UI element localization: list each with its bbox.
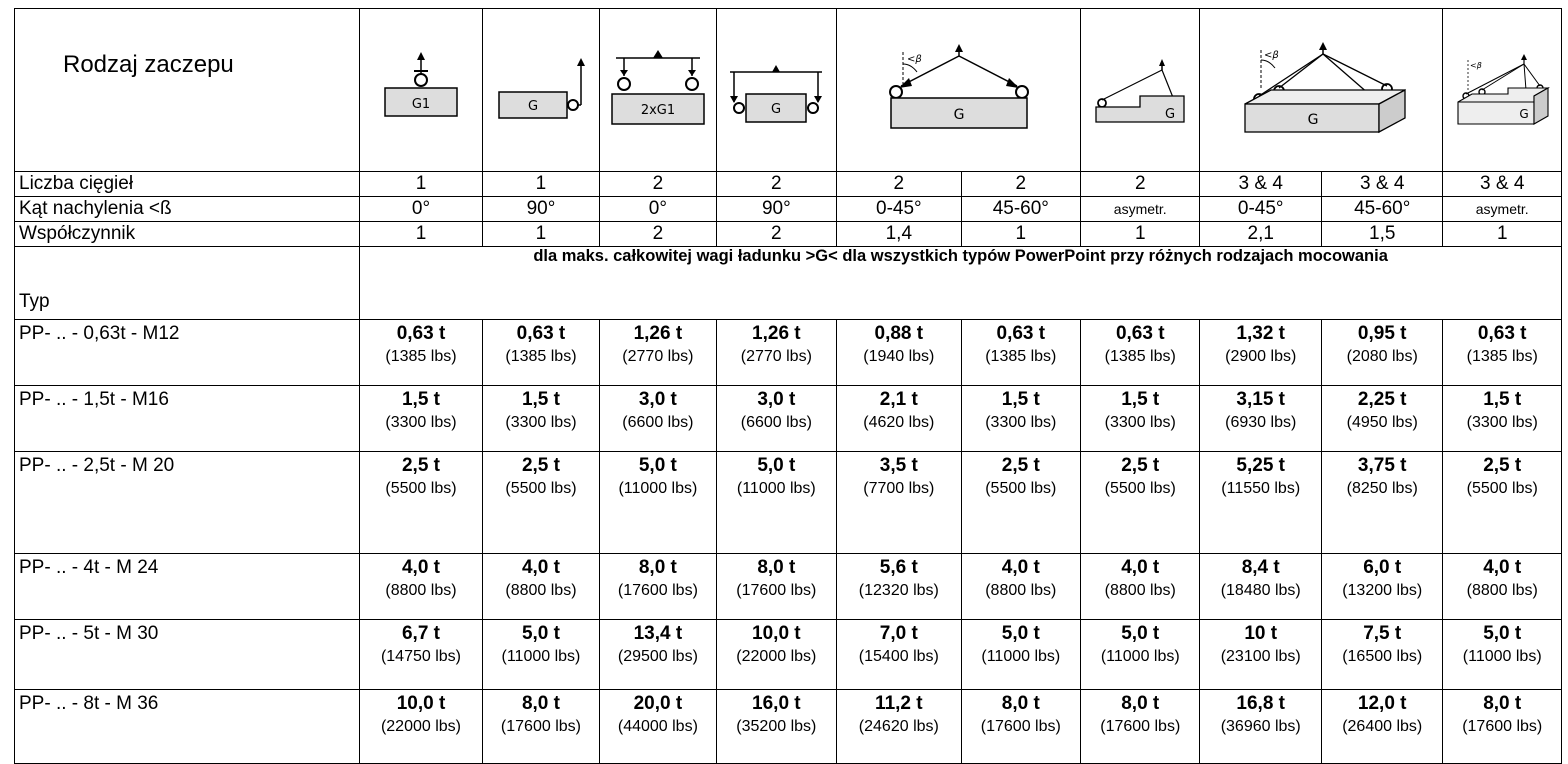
capacity-lbs: (8800 lbs) [985, 582, 1057, 599]
row-label: Kąt nachylenia <ß [15, 197, 360, 222]
capacity-tonnes: 0,63 t [996, 323, 1046, 344]
capacity-cell [961, 690, 1080, 764]
capacity-lbs: (11000 lbs) [501, 648, 581, 665]
capacity-tonnes: 5,0 t [1001, 623, 1040, 644]
diagram-single-side [482, 9, 599, 172]
capacity-cell [1200, 690, 1321, 764]
capacity-lbs: (16500 lbs) [1342, 648, 1423, 665]
value-cell: 3 & 4 [1443, 172, 1562, 197]
capacity-lbs: (11000 lbs) [1100, 648, 1180, 665]
capacity-tonnes: 6,7 t [401, 623, 440, 644]
capacity-lbs: (1385 lbs) [1466, 348, 1538, 365]
capacity-cell [360, 690, 483, 764]
capacity-lbs: (35200 lbs) [736, 718, 817, 735]
capacity-tonnes: 0,63 t [396, 323, 446, 344]
capacity-tonnes: 3,75 t [1357, 455, 1407, 476]
capacity-cell [600, 386, 716, 452]
capacity-lbs: (3300 lbs) [385, 414, 457, 431]
capacity-lbs: (17600 lbs) [1462, 718, 1543, 735]
capacity-tonnes: 1,32 t [1236, 323, 1286, 344]
value-cell: 1 [482, 222, 599, 247]
capacity-lbs: (17600 lbs) [736, 582, 817, 599]
capacity-cell [716, 690, 836, 764]
diagram-label-3: 2xG1 [640, 103, 676, 118]
capacity-tonnes: 10,0 t [396, 693, 446, 714]
capacity-tonnes: 1,26 t [752, 323, 801, 344]
value-cell: 2,1 [1200, 222, 1321, 247]
capacity-tonnes: 8,4 t [1241, 557, 1280, 578]
diagram-label-4: G [771, 102, 782, 117]
value-cell: 2 [837, 172, 962, 197]
capacity-lbs: (8800 lbs) [1104, 582, 1176, 599]
capacity-tonnes: 2,5 t [521, 455, 560, 476]
diagram-double-side-beam [716, 9, 836, 172]
capacity-cell [716, 620, 836, 690]
data-rows [15, 320, 1562, 764]
type-label: PP- .. - 2,5t - M 20 [15, 452, 360, 554]
capacity-lbs: (17600 lbs) [617, 582, 698, 599]
type-label: PP- .. - 8t - M 36 [15, 690, 360, 764]
capacity-cell [1443, 320, 1562, 386]
capacity-cell [360, 620, 483, 690]
capacity-lbs: (11000 lbs) [1462, 648, 1542, 665]
capacity-tonnes: 16,8 t [1236, 693, 1286, 714]
value-cell: 0° [360, 197, 483, 222]
capacity-tonnes: 5,0 t [757, 455, 796, 476]
diagram-multi-angled [1200, 9, 1443, 172]
capacity-cell [1200, 386, 1321, 452]
row-kat-nachylenia [15, 197, 1562, 222]
capacity-tonnes: 4,0 t [1483, 557, 1522, 578]
capacity-lbs: (11000 lbs) [981, 648, 1061, 665]
value-cell: 0-45° [837, 197, 962, 222]
type-label: PP- .. - 1,5t - M16 [15, 386, 360, 452]
diagram-label-1: G1 [411, 97, 431, 112]
capacity-tonnes: 7,0 t [879, 623, 918, 644]
capacity-cell [482, 452, 599, 554]
value-cell: 0-45° [1200, 197, 1321, 222]
capacity-tonnes: 16,0 t [752, 693, 801, 714]
capacity-tonnes: 8,0 t [1483, 693, 1522, 714]
value-cell: 1 [482, 172, 599, 197]
capacity-cell [1200, 554, 1321, 620]
capacity-tonnes: 10 t [1244, 623, 1278, 644]
capacity-cell [1081, 386, 1200, 452]
value-cell: 90° [482, 197, 599, 222]
diagram-multi-asymmetric [1443, 9, 1562, 172]
capacity-cell [961, 386, 1080, 452]
capacity-cell [1321, 554, 1442, 620]
value-cell: asymetr. [1443, 197, 1562, 222]
capacity-lbs: (8800 lbs) [385, 582, 457, 599]
capacity-lbs: (17600 lbs) [980, 718, 1061, 735]
capacity-tonnes: 5,0 t [1121, 623, 1160, 644]
capacity-lbs: (1385 lbs) [985, 348, 1057, 365]
capacity-cell [961, 320, 1080, 386]
value-cell: 2 [961, 172, 1080, 197]
capacity-cell [1081, 554, 1200, 620]
capacity-tonnes: 0,63 t [1477, 323, 1527, 344]
table-row [15, 452, 1562, 554]
capacity-cell [482, 320, 599, 386]
capacity-tonnes: 5,25 t [1236, 455, 1286, 476]
capacity-tonnes: 8,0 t [757, 557, 796, 578]
capacity-cell [716, 554, 836, 620]
row-label: Liczba cięgieł [15, 172, 360, 197]
load-caption: dla maks. całkowitej wagi ładunku >G< dla wszystkich typów PowerPoint przy różnych rodzajach mocowania [360, 247, 1562, 320]
capacity-lbs: (23100 lbs) [1220, 648, 1301, 665]
diagram-double-vertical-beam [600, 9, 716, 172]
capacity-tonnes: 6,0 t [1363, 557, 1402, 578]
capacity-tonnes: 8,0 t [1121, 693, 1160, 714]
diagram-label-6: G [1165, 107, 1176, 122]
capacity-lbs: (6600 lbs) [622, 414, 694, 431]
capacity-lbs: (5500 lbs) [1104, 480, 1176, 497]
capacity-lbs: (29500 lbs) [617, 648, 698, 665]
capacity-lbs: (8250 lbs) [1346, 480, 1418, 497]
header-label: Rodzaj zaczepu [15, 9, 360, 172]
type-label: PP- .. - 0,63t - M12 [15, 320, 360, 386]
capacity-lbs: (6600 lbs) [740, 414, 812, 431]
capacity-tonnes: 5,0 t [521, 623, 560, 644]
capacity-tonnes: 1,26 t [633, 323, 683, 344]
capacity-lbs: (5500 lbs) [505, 480, 577, 497]
capacity-cell [1443, 554, 1562, 620]
capacity-tonnes: 4,0 t [401, 557, 440, 578]
capacity-lbs: (17600 lbs) [500, 718, 581, 735]
capacity-lbs: (4620 lbs) [863, 414, 935, 431]
capacity-lbs: (3300 lbs) [1466, 414, 1538, 431]
capacity-cell [360, 452, 483, 554]
capacity-tonnes: 4,0 t [1121, 557, 1160, 578]
capacity-tonnes: 5,0 t [638, 455, 677, 476]
type-label: PP- .. - 5t - M 30 [15, 620, 360, 690]
capacity-lbs: (36960 lbs) [1220, 718, 1301, 735]
table-row [15, 320, 1562, 386]
value-cell: 3 & 4 [1321, 172, 1442, 197]
capacity-tonnes: 1,5 t [1121, 389, 1160, 410]
capacity-cell [600, 554, 716, 620]
beta-label-1: <β [906, 54, 922, 65]
capacity-cell [482, 620, 599, 690]
table-row [15, 386, 1562, 452]
value-cell: 1 [1081, 222, 1200, 247]
capacity-lbs: (15400 lbs) [858, 648, 939, 665]
header-row [15, 9, 1562, 172]
capacity-cell [360, 554, 483, 620]
capacity-cell [1321, 320, 1442, 386]
value-cell: 0° [600, 197, 716, 222]
capacity-lbs: (12320 lbs) [858, 582, 939, 599]
capacity-cell [1200, 620, 1321, 690]
capacity-cell [961, 620, 1080, 690]
capacity-tonnes: 13,4 t [633, 623, 683, 644]
row-wspolczynnik [15, 222, 1562, 247]
diagram-double-asymmetric [1081, 9, 1200, 172]
capacity-lbs: (3300 lbs) [985, 414, 1057, 431]
value-cell: 2 [1081, 172, 1200, 197]
capacity-lbs: (5500 lbs) [1466, 480, 1538, 497]
capacity-lbs: (1385 lbs) [505, 348, 577, 365]
capacity-tonnes: 12,0 t [1357, 693, 1407, 714]
capacity-lbs: (4950 lbs) [1346, 414, 1418, 431]
value-cell: 1 [360, 222, 483, 247]
capacity-cell [360, 386, 483, 452]
capacity-cell [1200, 452, 1321, 554]
capacity-cell [600, 452, 716, 554]
capacity-cell [837, 620, 962, 690]
capacity-lbs: (22000 lbs) [736, 648, 817, 665]
capacity-tonnes: 10,0 t [752, 623, 801, 644]
capacity-lbs: (18480 lbs) [1220, 582, 1301, 599]
capacity-lbs: (2080 lbs) [1346, 348, 1418, 365]
capacity-tonnes: 3,15 t [1236, 389, 1286, 410]
value-cell: 2 [600, 172, 716, 197]
capacity-cell [482, 554, 599, 620]
capacity-lbs: (7700 lbs) [863, 480, 935, 497]
capacity-tonnes: 1,5 t [1483, 389, 1522, 410]
capacity-tonnes: 3,0 t [638, 389, 677, 410]
value-cell: 45-60° [961, 197, 1080, 222]
beta-label-2: <β [1264, 50, 1280, 61]
capacity-lbs: (11550 lbs) [1221, 480, 1301, 497]
capacity-tonnes: 0,88 t [874, 323, 924, 344]
capacity-tonnes: 8,0 t [638, 557, 677, 578]
capacity-tonnes: 2,5 t [401, 455, 440, 476]
row-typ-caption [15, 247, 1562, 320]
diagram-single-vertical [360, 9, 483, 172]
capacity-cell [1443, 690, 1562, 764]
capacity-lbs: (5500 lbs) [985, 480, 1057, 497]
capacity-cell [1081, 620, 1200, 690]
capacity-tonnes: 4,0 t [521, 557, 560, 578]
capacity-cell [600, 320, 716, 386]
diagram-double-angled [837, 9, 1081, 172]
capacity-cell [837, 386, 962, 452]
capacity-cell [716, 452, 836, 554]
capacity-cell [1321, 690, 1442, 764]
capacity-tonnes: 0,63 t [1115, 323, 1165, 344]
value-cell: 1,5 [1321, 222, 1442, 247]
capacity-lbs: (6930 lbs) [1225, 414, 1297, 431]
capacity-lbs: (3300 lbs) [505, 414, 577, 431]
capacity-lbs: (13200 lbs) [1342, 582, 1423, 599]
capacity-lbs: (2900 lbs) [1225, 348, 1297, 365]
capacity-lbs: (1940 lbs) [863, 348, 935, 365]
capacity-cell [1321, 386, 1442, 452]
diagram-label-5: G [953, 107, 964, 123]
capacity-cell [360, 320, 483, 386]
typ-label: Typ [15, 247, 360, 320]
capacity-lbs: (26400 lbs) [1342, 718, 1423, 735]
capacity-cell [716, 320, 836, 386]
capacity-cell [482, 386, 599, 452]
table-row [15, 690, 1562, 764]
capacity-tonnes: 7,5 t [1363, 623, 1402, 644]
value-cell: 2 [716, 172, 836, 197]
capacity-tonnes: 5,6 t [879, 557, 918, 578]
value-cell: 45-60° [1321, 197, 1442, 222]
value-cell: 1,4 [837, 222, 962, 247]
beta-label-3: <β [1470, 61, 1483, 70]
capacity-lbs: (24620 lbs) [858, 718, 939, 735]
capacity-cell [600, 620, 716, 690]
capacity-lbs: (44000 lbs) [617, 718, 698, 735]
value-cell: 1 [1443, 222, 1562, 247]
capacity-cell [1200, 320, 1321, 386]
capacity-tonnes: 2,5 t [1001, 455, 1040, 476]
diagram-label-2: G [527, 99, 538, 114]
capacity-tonnes: 5,0 t [1483, 623, 1522, 644]
capacity-cell [1443, 386, 1562, 452]
capacity-tonnes: 8,0 t [521, 693, 560, 714]
capacity-lbs: (3300 lbs) [1104, 414, 1176, 431]
capacity-lbs: (8800 lbs) [505, 582, 577, 599]
capacity-cell [837, 690, 962, 764]
capacity-tonnes: 0,63 t [516, 323, 566, 344]
capacity-cell [1081, 452, 1200, 554]
capacity-cell [961, 452, 1080, 554]
capacity-cell [837, 452, 962, 554]
capacity-lbs: (2770 lbs) [740, 348, 812, 365]
capacity-lbs: (22000 lbs) [380, 718, 461, 735]
capacity-cell [600, 690, 716, 764]
capacity-tonnes: 3,0 t [757, 389, 796, 410]
capacity-tonnes: 1,5 t [401, 389, 440, 410]
capacity-tonnes: 0,95 t [1357, 323, 1407, 344]
row-liczba-ciegiel [15, 172, 1562, 197]
value-cell: 1 [360, 172, 483, 197]
capacity-tonnes: 2,5 t [1483, 455, 1522, 476]
capacity-cell [1443, 620, 1562, 690]
capacity-cell [482, 690, 599, 764]
capacity-tonnes: 20,0 t [633, 693, 683, 714]
capacity-cell [1321, 620, 1442, 690]
capacity-tonnes: 2,5 t [1121, 455, 1160, 476]
value-cell: 90° [716, 197, 836, 222]
value-cell: 2 [716, 222, 836, 247]
value-cell: 1 [961, 222, 1080, 247]
capacity-cell [837, 320, 962, 386]
capacity-lbs: (1385 lbs) [1104, 348, 1176, 365]
table-row [15, 620, 1562, 690]
capacity-cell [716, 386, 836, 452]
capacity-cell [1321, 452, 1442, 554]
value-cell: 3 & 4 [1200, 172, 1321, 197]
capacity-tonnes: 8,0 t [1001, 693, 1040, 714]
capacity-tonnes: 1,5 t [521, 389, 560, 410]
diagram-label-8: G [1519, 107, 1529, 121]
capacity-lbs: (11000 lbs) [618, 480, 698, 497]
capacity-lbs: (14750 lbs) [380, 648, 461, 665]
capacity-cell [1443, 452, 1562, 554]
capacity-lbs: (8800 lbs) [1466, 582, 1538, 599]
capacity-tonnes: 4,0 t [1001, 557, 1040, 578]
capacity-tonnes: 2,1 t [879, 389, 918, 410]
load-capacity-table [14, 8, 1562, 764]
capacity-cell [1081, 690, 1200, 764]
capacity-lbs: (11000 lbs) [736, 480, 816, 497]
capacity-lbs: (1385 lbs) [385, 348, 457, 365]
capacity-tonnes: 2,25 t [1357, 389, 1407, 410]
capacity-cell [961, 554, 1080, 620]
table-row [15, 554, 1562, 620]
capacity-tonnes: 1,5 t [1001, 389, 1040, 410]
diagram-label-7: G [1308, 112, 1319, 128]
row-label: Współczynnik [15, 222, 360, 247]
capacity-cell [837, 554, 962, 620]
type-label: PP- .. - 4t - M 24 [15, 554, 360, 620]
capacity-lbs: (17600 lbs) [1100, 718, 1181, 735]
capacity-cell [1081, 320, 1200, 386]
capacity-tonnes: 11,2 t [875, 693, 923, 714]
capacity-lbs: (5500 lbs) [385, 480, 457, 497]
capacity-lbs: (2770 lbs) [622, 348, 694, 365]
value-cell: 2 [600, 222, 716, 247]
value-cell: asymetr. [1081, 197, 1200, 222]
capacity-tonnes: 3,5 t [879, 455, 918, 476]
